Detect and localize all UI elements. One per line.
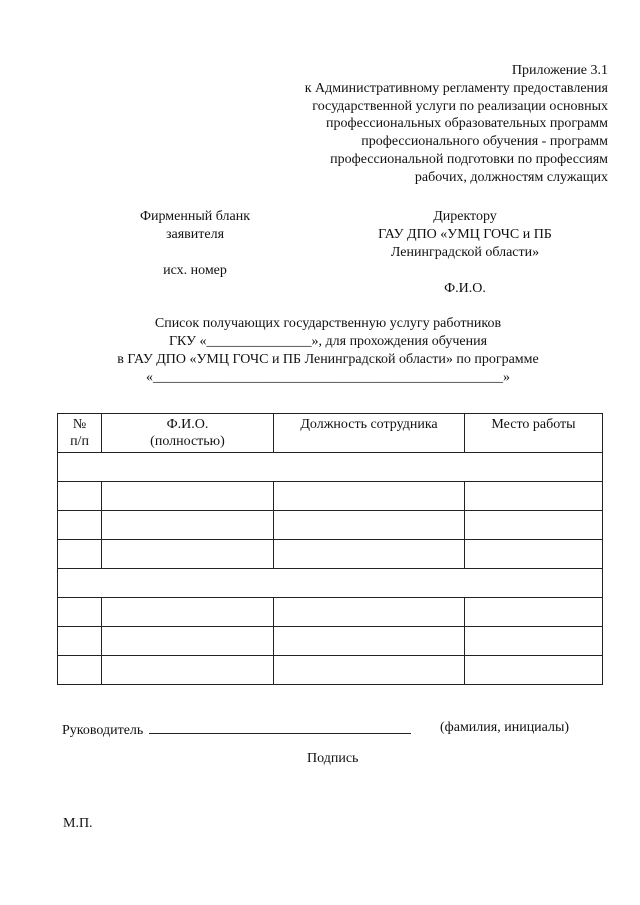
table-section-row <box>58 453 603 482</box>
letterhead-line-1: Фирменный бланк <box>139 209 251 224</box>
addressee-block <box>340 208 590 298</box>
header-number-line-2: п/п <box>70 434 89 449</box>
section-cell[interactable] <box>58 453 603 482</box>
header-fio-line-1: Ф.И.О. <box>166 417 209 432</box>
header-fio-line-2: (полностью) <box>150 434 225 449</box>
table-row <box>58 482 603 511</box>
document-title <box>40 315 616 387</box>
cell-number[interactable] <box>58 627 102 656</box>
manager-signature-line <box>62 720 411 739</box>
cell-workplace[interactable] <box>465 656 603 685</box>
cell-workplace[interactable] <box>465 482 603 511</box>
letterhead-block <box>110 208 280 280</box>
cell-workplace[interactable] <box>465 540 603 569</box>
signature-label: Подпись <box>307 751 359 766</box>
addressee-line-1: Директору <box>433 209 497 224</box>
cell-number[interactable] <box>58 656 102 685</box>
header-workplace: Место работы <box>465 414 603 453</box>
title-line-1: Список получающих государственную услугу работников <box>154 316 502 331</box>
cell-fio[interactable] <box>102 627 274 656</box>
appendix-line-7: рабочих, должностям служащих <box>414 169 608 185</box>
header-number <box>58 414 102 453</box>
outgoing-number-label: исх. номер <box>163 263 227 278</box>
header-number-line-1: № <box>72 417 87 432</box>
addressee-line-3: Ленинградской области» <box>390 245 540 260</box>
header-position: Должность сотрудника <box>274 414 465 453</box>
manager-blank-line[interactable] <box>149 720 411 734</box>
cell-fio[interactable] <box>102 540 274 569</box>
section-cell[interactable] <box>58 569 603 598</box>
initials-label: (фамилия, инициалы) <box>440 720 570 735</box>
manager-label: Руководитель <box>62 723 144 738</box>
cell-position[interactable] <box>274 511 465 540</box>
appendix-line-2: к Административному регламенту предоставления <box>304 80 608 96</box>
cell-fio[interactable] <box>102 482 274 511</box>
cell-fio[interactable] <box>102 656 274 685</box>
title-line-2: ГКУ «_______________», для прохождения обучения <box>168 334 488 349</box>
appendix-line-5: профессионального обучения - программ <box>361 134 608 150</box>
table-row <box>58 627 603 656</box>
cell-position[interactable] <box>274 656 465 685</box>
cell-number[interactable] <box>58 482 102 511</box>
cell-number[interactable] <box>58 540 102 569</box>
table-row <box>58 540 603 569</box>
cell-fio[interactable] <box>102 511 274 540</box>
appendix-block <box>228 62 608 187</box>
cell-position[interactable] <box>274 598 465 627</box>
stamp-label: М.П. <box>63 816 93 831</box>
cell-workplace[interactable] <box>465 598 603 627</box>
cell-position[interactable] <box>274 627 465 656</box>
appendix-line-3: государственной услуги по реализации основных <box>312 98 608 114</box>
table-section-row <box>58 569 603 598</box>
appendix-line-1: Приложение 3.1 <box>511 63 608 78</box>
header-fio <box>102 414 274 453</box>
cell-workplace[interactable] <box>465 627 603 656</box>
title-line-4: «__________________________________________________» <box>146 370 510 385</box>
letterhead-line-2: заявителя <box>165 227 225 242</box>
table-row <box>58 511 603 540</box>
cell-position[interactable] <box>274 540 465 569</box>
appendix-line-4: профессиональных образовательных программ <box>326 116 608 132</box>
staff-table <box>57 413 603 685</box>
addressee-line-2: ГАУ ДПО «УМЦ ГОЧС и ПБ <box>378 227 552 242</box>
cell-position[interactable] <box>274 482 465 511</box>
cell-fio[interactable] <box>102 598 274 627</box>
table-row <box>58 656 603 685</box>
appendix-line-6: профессиональной подготовки по профессиям <box>330 151 608 167</box>
table-row <box>58 598 603 627</box>
addressee-fio: Ф.И.О. <box>444 281 486 296</box>
cell-number[interactable] <box>58 511 102 540</box>
title-line-3: в ГАУ ДПО «УМЦ ГОЧС и ПБ Ленинградской области» по программе <box>117 352 539 367</box>
cell-number[interactable] <box>58 598 102 627</box>
table-header-row <box>58 414 603 453</box>
cell-workplace[interactable] <box>465 511 603 540</box>
